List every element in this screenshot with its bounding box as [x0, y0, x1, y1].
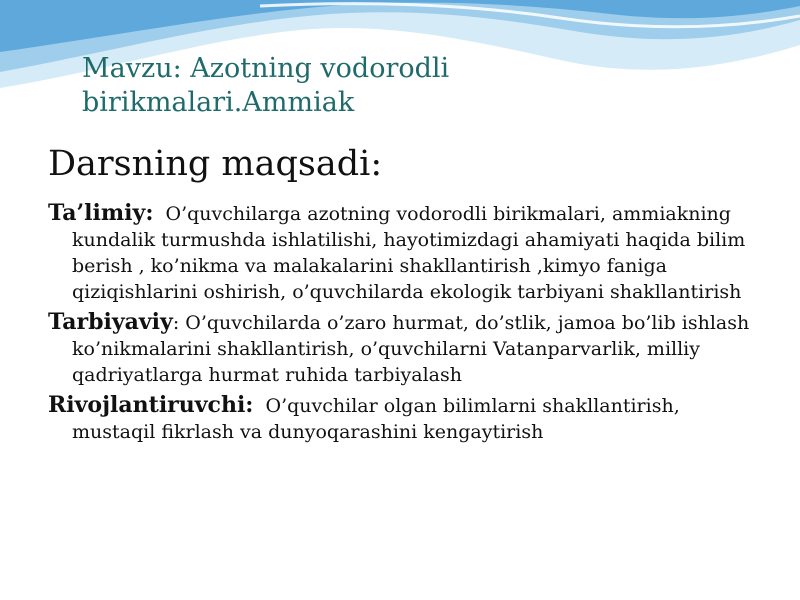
goal-developmental — [48, 392, 768, 445]
goal-educational — [48, 200, 768, 305]
goal-upbringing — [48, 309, 768, 388]
goals-list — [48, 200, 768, 445]
title-line-2: birikmalari.Ammiak — [82, 87, 355, 118]
goal-developmental-label: Rivojlantiruvchi: — [48, 392, 254, 418]
goal-upbringing-text: : O’quvchilarda o’zaro hurmat, do’stlik, jamoa bo’lib ishlash ko’nikmalarini shakllantirish, o’quvchilarni Vatanparvarlik, milliy qadriyatlarga hurmat ruhida tarbiyalash — [72, 312, 750, 386]
goal-educational-label: Ta’limiy: — [48, 200, 154, 226]
title-line-1: Mavzu: Azotning vodorodli — [82, 53, 450, 84]
slide-subtitle: Darsning maqsadi: — [48, 144, 383, 184]
goal-educational-text: O’quvchilarga azotning vodorodli birikmalari, ammiakning kundalik turmushda ishlatilishi, hayotimizdagi ahamiyati haqida bilim berish , ko’nikma va malakalarini shakllantirish ,kimyo faniga qiziqishlarini oshirish, o’quvchilarda ekologik tarbiyani shakllantirish — [72, 203, 746, 303]
goal-upbringing-label: Tarbiyaviy — [48, 309, 173, 335]
goal-developmental-text: O’quvchilar olgan bilimlarni shakllantirish, mustaqil fikrlash va dunyoqarashini kengaytirish — [72, 395, 680, 443]
slide-title — [82, 52, 642, 120]
